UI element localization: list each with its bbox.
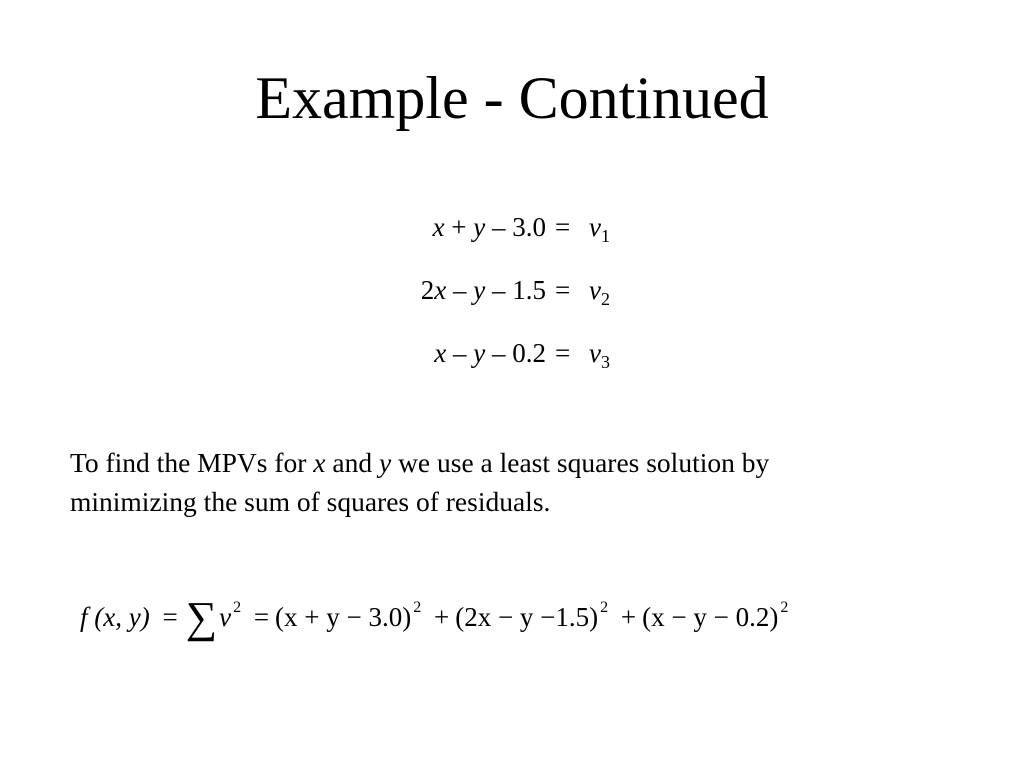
equation-term: – 0.2	[485, 338, 546, 368]
paragraph-text: we use a least squares solution by	[391, 447, 770, 478]
equation-row-1	[0, 196, 1024, 259]
equals-sign: =	[555, 275, 571, 305]
equation-row-2	[0, 259, 1024, 322]
equation-lhs	[421, 259, 546, 322]
paragraph-line-1	[70, 443, 970, 482]
residual-symbol: v	[589, 212, 601, 242]
equals-sign: =	[555, 338, 571, 368]
equation-term: y	[473, 338, 486, 368]
residual-symbol: v	[589, 275, 601, 305]
equation-rhs	[589, 259, 610, 331]
equation-term: –	[446, 338, 474, 368]
residual-subscript: 1	[600, 226, 610, 246]
explanation-paragraph	[70, 443, 970, 521]
paragraph-text: and	[325, 447, 379, 478]
variable-y: y	[378, 447, 392, 478]
exponent: 2	[780, 599, 789, 616]
squared-term-2: (2x − y −1.5)	[455, 602, 599, 632]
squared-term-3: (x − y − 0.2)	[642, 602, 779, 632]
paragraph-line-2: minimizing the sum of squares of residuals.	[70, 486, 551, 517]
plus-sign: +	[620, 602, 637, 632]
equation-term: y	[473, 212, 486, 242]
equation-lhs	[433, 196, 546, 259]
equals-sign: =	[555, 212, 571, 242]
equation-term: +	[444, 212, 474, 242]
equation-system	[0, 196, 1024, 385]
equation-rhs	[589, 196, 610, 268]
equals-sign: =	[162, 602, 178, 632]
equation-lhs	[434, 322, 546, 385]
function-symbol: f	[80, 602, 88, 632]
equation-term: – 1.5	[485, 275, 546, 305]
exponent: 2	[413, 599, 422, 616]
equation-term: – 3.0	[485, 212, 546, 242]
function-arguments: (x, y)	[94, 602, 150, 632]
residual-symbol: v	[219, 602, 232, 632]
equation-term: x	[434, 338, 447, 368]
paragraph-text: To find the MPVs for	[70, 447, 314, 478]
equation-term: 2	[420, 275, 435, 305]
exponent: 2	[600, 599, 609, 616]
summation-symbol: ∑	[185, 593, 218, 642]
equation-row-3	[0, 322, 1024, 385]
equation-rhs	[589, 322, 610, 394]
residual-symbol: v	[589, 338, 601, 368]
sum-of-squares-formula	[80, 578, 788, 648]
residual-subscript: 2	[600, 289, 610, 309]
plus-sign: +	[433, 602, 450, 632]
equation-term: x	[434, 275, 447, 305]
equation-term: x	[432, 212, 445, 242]
squared-term-1: (x + y − 3.0)	[275, 602, 412, 632]
variable-x: x	[313, 447, 326, 478]
residual-subscript: 3	[600, 352, 610, 372]
equation-term: –	[446, 275, 474, 305]
slide-title: Example - Continued	[255, 65, 769, 131]
equals-sign: =	[253, 602, 270, 632]
exponent: 2	[233, 599, 242, 616]
equation-term: y	[473, 275, 486, 305]
